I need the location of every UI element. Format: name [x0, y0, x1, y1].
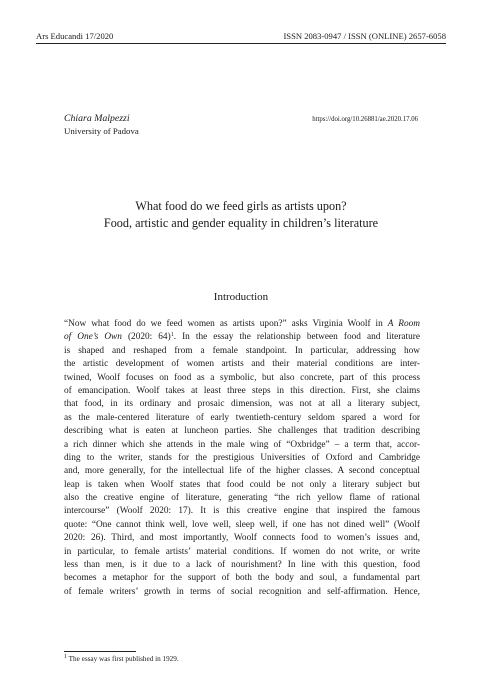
issn-info: ISSN 2083-0947 / ISSN (ONLINE) 2657-6058	[283, 31, 446, 41]
body-line: quote: “One cannot think well, love well, sleep well, if one has not dined well” (Woolf	[64, 519, 420, 530]
body-line: leap is taken when Woolf states that food could be not only a literary subject but	[64, 479, 420, 490]
body-line: that food, in its ordinary and prosaic dimension, was not at all a literary subject,	[64, 399, 420, 410]
body-line: the artistic development of women artists and their material conditions are inter-	[64, 359, 420, 370]
author-affiliation: University of Padova	[64, 126, 139, 136]
footnote	[64, 655, 179, 663]
footnote-rule	[64, 651, 136, 652]
body-line: of emancipation. Woolf takes at least three steps in this direction. First, she claims	[64, 385, 420, 396]
body-line: of One’s Own (2020: 64)$^1$. In the essay the relationship between food and literature	[64, 332, 420, 343]
doi-link[interactable]: https://doi.org/10.26881/ae.2020.17.06	[312, 116, 418, 123]
body-line: twined, Woolf focuses on food as a symbolic, but also concrete, part of this process	[64, 372, 420, 383]
body-line: intercourse” (Woolf 2020: 17). It is this creative engine that inspired the famous	[64, 506, 420, 517]
body-line: in particular, to female artists’ material conditions. If women do not write, or write	[64, 546, 420, 557]
title-line-1: What food do we feed girls as artists upon?	[135, 199, 347, 213]
body-line: a rich dinner which she attends in the male wing of “Oxbridge” – a term that, accor-	[64, 439, 420, 450]
body-line: of female writers’ growth in terms of social recognition and self-affirmation. Hence,	[64, 586, 420, 597]
article-title	[64, 198, 418, 232]
body-line: also the creative engine of literature, generating “the rich yellow flame of rational	[64, 493, 420, 504]
body-line: and, more generally, for the intellectual life of the higher classes. A second conceptual	[64, 466, 420, 477]
section-heading: Introduction	[213, 291, 269, 303]
body-line: 2020: 26). Third, and most importantly, Woolf connects food to women’s issues and,	[64, 533, 420, 544]
header-rule	[36, 43, 446, 44]
footnote-ref[interactable]: 1	[170, 332, 174, 339]
author-name: Chiara Malpezzi	[64, 113, 130, 124]
body-text	[64, 318, 420, 599]
body-line: as the male-centered literature of early twentieth-century seldom spared a word for	[64, 412, 420, 423]
body-line: describing what is eaten at luncheon parties. She challenges that tradition describing	[64, 426, 420, 437]
body-line: ding to the writer, stands for the prestigious Universities of Oxford and Cambridge	[64, 452, 420, 463]
body-line: becomes a metaphor for the support of both the body and soul, a fundamental part	[64, 573, 420, 584]
footnote-text: The essay was first published in 1929.	[67, 655, 179, 663]
journal-name: Ars Educandi 17/2020	[36, 31, 114, 41]
body-line: is shaped and reshaped from a female standpoint. In particular, addressing how	[64, 345, 420, 356]
body-line: less than men, is it due to a lack of nourishment? In line with this question, food	[64, 560, 420, 571]
title-line-2: Food, artistic and gender equality in children’s literature	[103, 216, 379, 230]
running-header	[36, 27, 446, 41]
footnote-number: 1	[64, 654, 67, 660]
body-line: “Now what food do we feed women as artists upon?” asks Virginia Woolf in A Room	[64, 319, 420, 329]
